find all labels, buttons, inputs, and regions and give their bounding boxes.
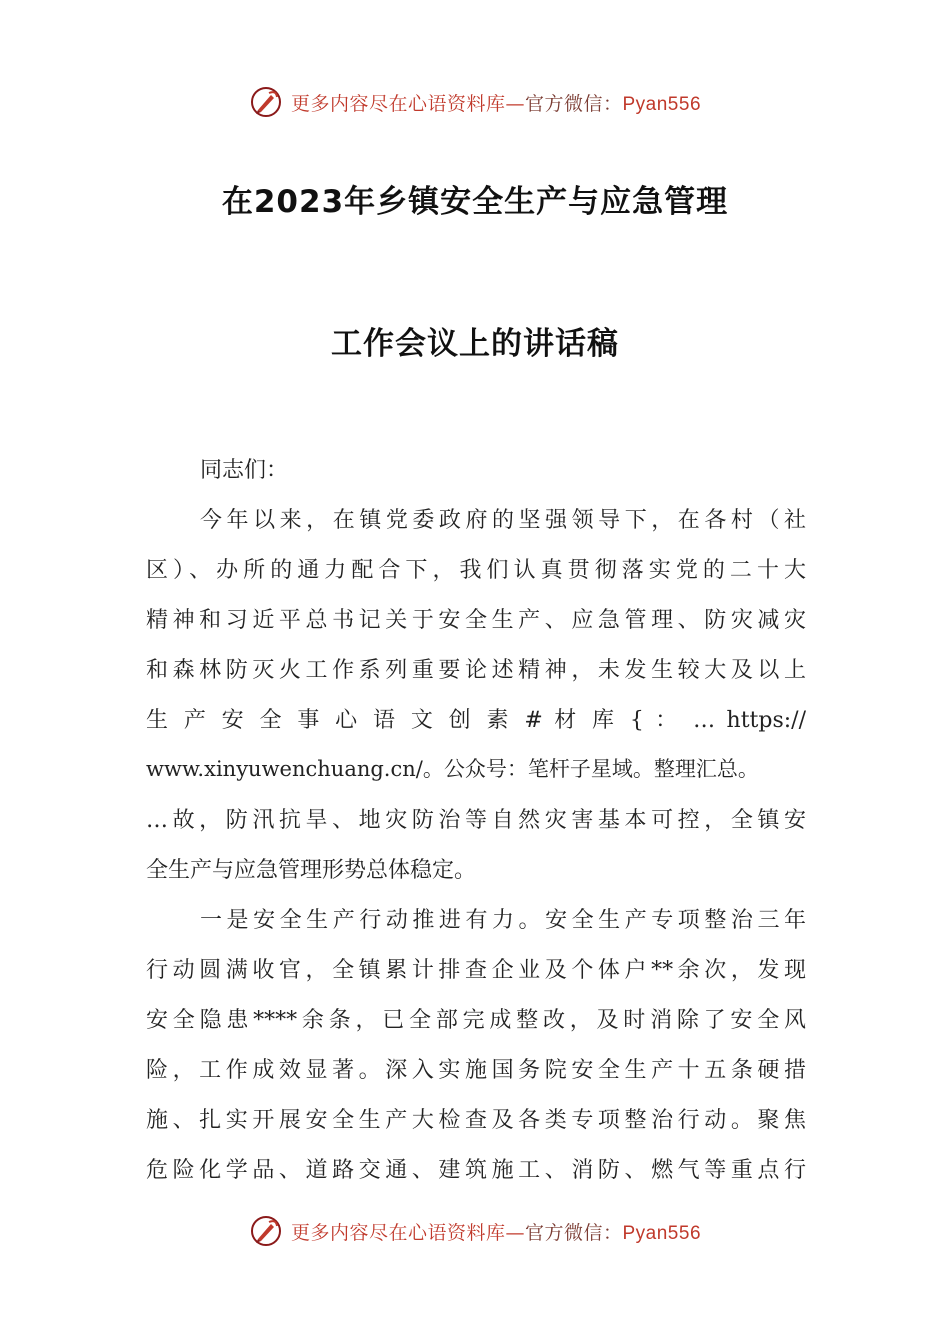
banner-main-text: 更多内容尽在心语资料库: [290, 92, 506, 115]
body-line: 同志们：: [200, 458, 289, 483]
banner-dash: —: [505, 92, 525, 115]
bottom-banner: [0, 1211, 950, 1251]
banner-wechat-label: 官方微信：: [524, 92, 623, 115]
top-banner: [0, 82, 950, 122]
body-line: 和森林防灭火工作系列重要论述精神，未发生较大及以上: [146, 658, 806, 683]
body-line: 精神和习近平总书记关于安全生产、应急管理、防灾减灾: [146, 608, 806, 633]
body-line: 安全隐患****余条，已全部完成整改，及时消除了安全风: [146, 1008, 806, 1033]
body-line: 全生产与应急管理形势总体稳定。: [146, 858, 477, 883]
banner-main-text: 更多内容尽在心语资料库: [290, 1221, 506, 1244]
document-title-line-2: 工作会议上的讲话稿: [331, 326, 619, 362]
banner-text: [291, 89, 701, 116]
body-line: …故，防汛抗旱、地灾防治等自然灾害基本可控，全镇安: [146, 808, 806, 833]
body-line: 行动圆满收官，全镇累计排查企业及个体户**余次，发现: [146, 958, 806, 983]
pen-logo-icon: [249, 85, 283, 119]
pen-logo-icon: [249, 1214, 283, 1248]
body-line: 区）、办所的通力配合下，我们认真贯彻落实党的二十大: [146, 558, 806, 583]
banner-dash: —: [505, 1221, 525, 1244]
banner-text: [291, 1218, 701, 1245]
body-line: 今年以来，在镇党委政府的坚强领导下，在各村（社: [200, 508, 806, 533]
body-line: 生 产 安 全 事 心 语 文 创 素 # 材 库 { ： … https://: [146, 708, 806, 733]
body-line: 施、扎实开展安全生产大检查及各类专项整治行动。聚焦: [146, 1108, 806, 1133]
document-title-line-1: 在2023年乡镇安全生产与应急管理: [221, 184, 729, 220]
body-line: www.xinyuwenchuang.cn/。公众号：笔杆子星域。整理汇总。: [146, 757, 759, 781]
banner-wechat-id: Pyan556: [622, 1222, 702, 1244]
body-line: 一是安全生产行动推进有力。安全生产专项整治三年: [200, 908, 806, 933]
banner-wechat-label: 官方微信：: [524, 1221, 623, 1244]
banner-wechat-id: Pyan556: [622, 93, 702, 115]
body-line: 险，工作成效显著。深入实施国务院安全生产十五条硬措: [146, 1058, 806, 1083]
body-line: 危险化学品、道路交通、建筑施工、消防、燃气等重点行: [146, 1158, 806, 1183]
